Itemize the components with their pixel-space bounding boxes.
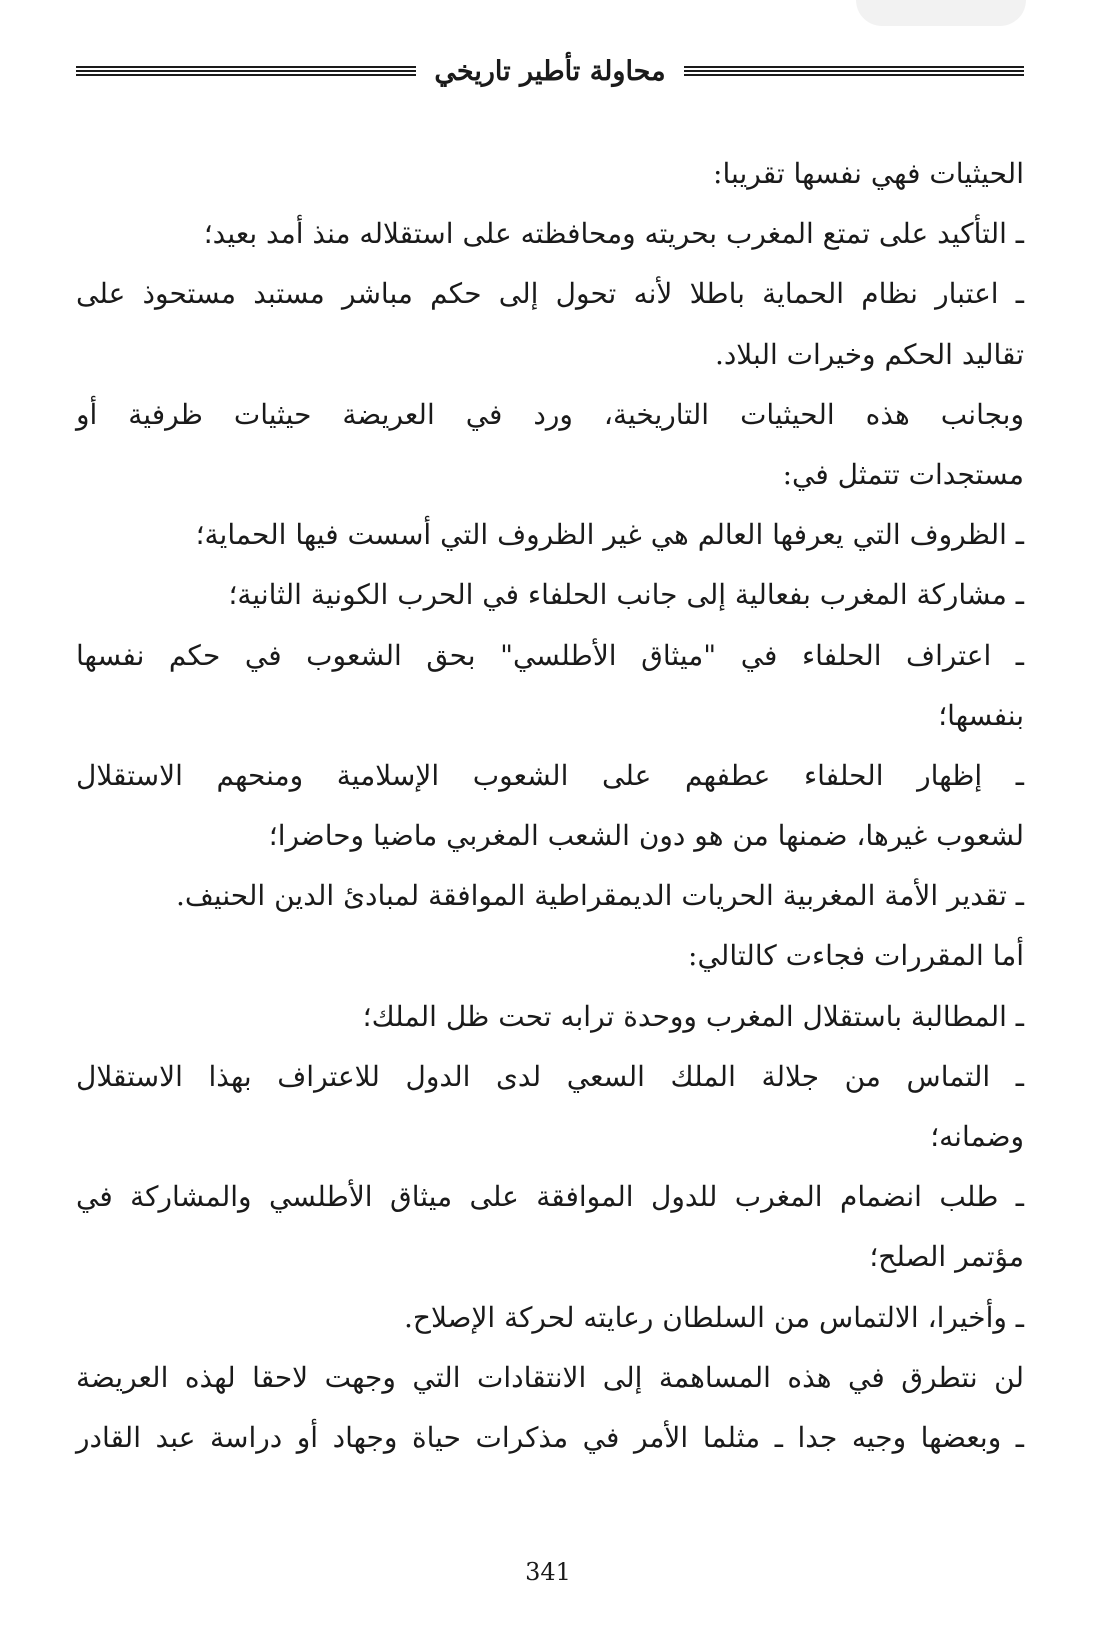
text-line: مستجدات تتمثل في: bbox=[782, 457, 1024, 491]
text-line: ـ وبعضها وجيه جدا ـ مثلما الأمر في مذكرات حياة وجهاد أو دراسة عبد القادر bbox=[76, 1420, 1024, 1454]
text-line: ـ الظروف التي يعرفها العالم هي غير الظروف التي أسست فيها الحماية؛ bbox=[195, 518, 1024, 552]
text-line: ـ وأخيرا، الالتماس من السلطان رعايته لحركة الإصلاح. bbox=[403, 1300, 1024, 1334]
text-line: ـ مشاركة المغرب بفعالية إلى جانب الحلفاء في الحرب الكونية الثانية؛ bbox=[228, 578, 1024, 612]
text-line: ـ التماس من جلالة الملك السعي لدى الدول للاعتراف بهذا الاستقلال bbox=[76, 1059, 1024, 1093]
text-line: ـ طلب انضمام المغرب للدول الموافقة على ميثاق الأطلسي والمشاركة في bbox=[76, 1180, 1024, 1214]
text-line: مؤتمر الصلح؛ bbox=[869, 1240, 1024, 1274]
text-line: تقاليد الحكم وخيرات البلاد. bbox=[714, 337, 1024, 371]
text-line: أما المقررات فجاءت كالتالي: bbox=[688, 939, 1024, 973]
body-text bbox=[76, 144, 1024, 1468]
header-rule-left bbox=[76, 66, 416, 80]
text-line: لشعوب غيرها، ضمنها من هو دون الشعب المغربي ماضيا وحاضرا؛ bbox=[268, 819, 1024, 853]
text-line: ـ التأكيد على تمتع المغرب بحريته ومحافظته على استقلاله منذ أمد بعيد؛ bbox=[203, 217, 1024, 251]
running-header bbox=[76, 52, 1024, 92]
scan-smudge bbox=[856, 0, 1026, 26]
text-line: ـ إظهار الحلفاء عطفهم على الشعوب الإسلامية ومنحهم الاستقلال bbox=[76, 758, 1024, 792]
text-line: الحيثيات فهي نفسها تقريبا: bbox=[713, 157, 1024, 190]
text-line: ـ اعتراف الحلفاء في "ميثاق الأطلسي" بحق الشعوب في حكم نفسها bbox=[76, 638, 1024, 672]
page-number: 341 bbox=[525, 1558, 571, 1586]
text-line: ـ المطالبة باستقلال المغرب ووحدة ترابه تحت ظل الملك؛ bbox=[362, 999, 1024, 1033]
header-title: محاولة تأطير تاريخي bbox=[434, 56, 666, 87]
text-line: لن نتطرق في هذه المساهمة إلى الانتقادات التي وجهت لاحقا لهذه العريضة bbox=[76, 1360, 1024, 1394]
text-line: وضمانه؛ bbox=[930, 1120, 1024, 1153]
text-line: ـ اعتبار نظام الحماية باطلا لأنه تحول إلى حكم مباشر مستبد مستحوذ على bbox=[76, 277, 1024, 311]
text-line: بنفسها؛ bbox=[938, 698, 1024, 732]
header-rule-right bbox=[684, 66, 1024, 80]
text-line: ـ تقدير الأمة المغربية الحريات الديمقراطية الموافقة لمبادئ الدين الحنيف. bbox=[176, 879, 1024, 913]
text-line: وبجانب هذه الحيثيات التاريخية، ورد في العريضة حيثيات ظرفية أو bbox=[76, 397, 1024, 431]
